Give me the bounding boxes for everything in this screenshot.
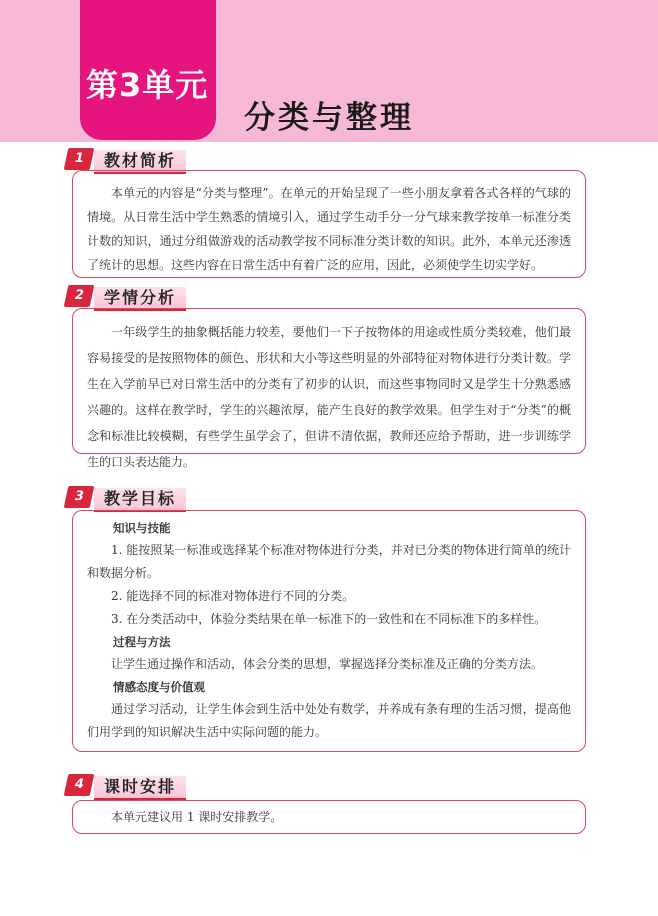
unit-title: 分类与整理 bbox=[244, 100, 414, 136]
goal-heading: 过程与方法 bbox=[113, 635, 171, 649]
section-body bbox=[72, 800, 586, 834]
section-title: 教学目标 bbox=[94, 488, 186, 512]
section-header bbox=[66, 774, 588, 800]
paragraph: 一年级学生的抽象概括能力较差，要他们一下子按物体的用途或性质分类较难，他们最容易接受的是按照物体的颜色、形状和大小等这些明显的外部特征对物体进行分类计数。学生在入学前早已对日常生活中的分类有了初步的认识，而这些事物同时又是学生十分熟悉感兴趣的。这样在教学时，学生的兴趣浓厚，能产生良好的教学效果。但学生对于“分类”的概念和标准比较模糊，有些学生虽学会了，但讲不清依据，教师还应给予帮助，进一步训练学生的口头表达能力。 bbox=[87, 325, 571, 469]
section-number: 3 bbox=[64, 486, 95, 508]
goal-item: 通过学习活动，让学生体会到生活中处处有数学，并养成有条有理的生活习惯，提高他们用学到的知识解决生活中实际问题的能力。 bbox=[87, 702, 571, 739]
section-number: 4 bbox=[64, 774, 95, 796]
section-header bbox=[66, 486, 588, 512]
paragraph: 本单元的内容是“分类与整理”。在单元的开始呈现了一些小朋友拿着各式各样的气球的情境。从日常生活中学生熟悉的情境引入，通过学生动手分一分气球来教学按单一标准分类计数的知识，通过分组做游戏的活动教学按不同标准分类计数的知识。此外，本单元还渗透了统计的思想。这些内容在日常生活中有着广泛的应用，因此，必须使学生切实学好。 bbox=[87, 186, 571, 272]
goal-item: 1. 能按照某一标准或选择某个标准对物体进行分类，并对已分类的物体进行简单的统计和数据分析。 bbox=[87, 543, 571, 580]
section-class-schedule bbox=[66, 774, 588, 824]
section-body bbox=[72, 510, 586, 752]
section-title: 课时安排 bbox=[94, 776, 186, 800]
section-title: 学情分析 bbox=[94, 287, 186, 311]
goal-item: 让学生通过操作和活动，体会分类的思想，掌握选择分类标准及正确的分类方法。 bbox=[111, 657, 544, 671]
section-learner-analysis bbox=[66, 285, 588, 469]
goal-heading: 情感态度与价值观 bbox=[113, 680, 205, 694]
section-body bbox=[72, 308, 586, 469]
goal-heading: 知识与技能 bbox=[113, 521, 171, 535]
section-number: 1 bbox=[64, 148, 95, 170]
section-textbook-analysis bbox=[66, 148, 588, 272]
unit-label: 第3单元 bbox=[86, 66, 209, 104]
section-number: 2 bbox=[64, 285, 95, 307]
section-body bbox=[72, 170, 586, 278]
goal-item: 2. 能选择不同的标准对物体进行不同的分类。 bbox=[111, 589, 355, 603]
section-teaching-goals bbox=[66, 486, 588, 739]
paragraph: 本单元建议用 1 课时安排教学。 bbox=[111, 810, 283, 824]
goal-item: 3. 在分类活动中，体验分类结果在单一标准下的一致性和在不同标准下的多样性。 bbox=[111, 612, 547, 626]
section-title: 教材简析 bbox=[94, 150, 186, 174]
